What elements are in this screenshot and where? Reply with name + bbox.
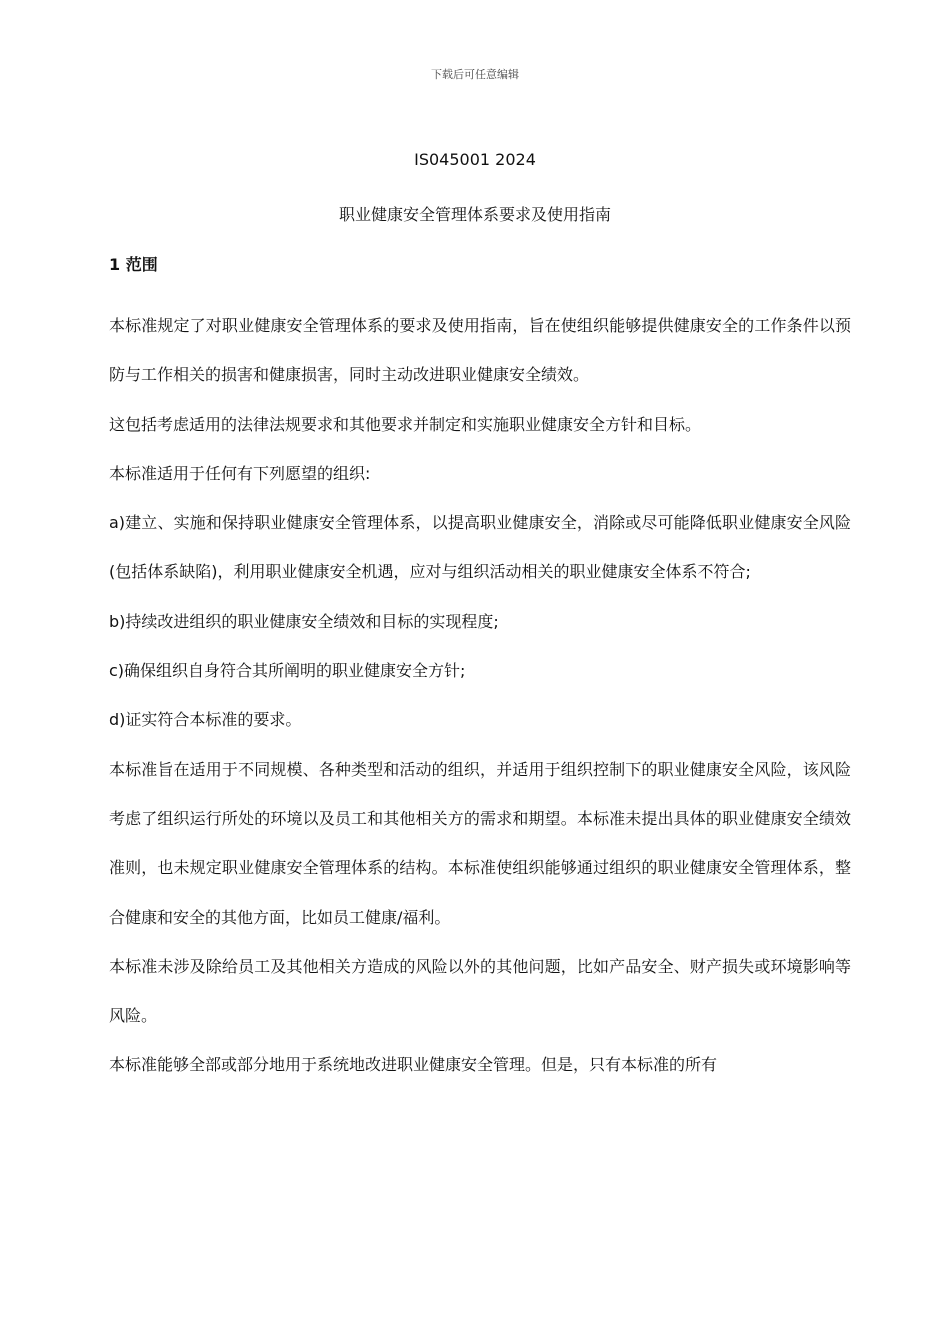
list-item-b: b)持续改进组织的职业健康安全绩效和目标的实现程度; [109,611,499,631]
list-item-d: d)证实符合本标准的要求。 [109,710,302,730]
header-note: 下载后可任意编辑 [431,68,519,81]
document-code: IS045001 2024 [414,150,536,169]
document-body [109,252,851,1090]
section-heading: 1 范围 [109,255,158,274]
paragraph-scope-includes: 这包括考虑适用的法律法规要求和其他要求并制定和实施职业健康安全方针和目标。 [109,414,702,434]
paragraph-usage: 本标准能够全部或部分地用于系统地改进职业健康安全管理。但是，只有本标准的所有 [109,1055,718,1075]
paragraph-scope-intro: 本标准规定了对职业健康安全管理体系的要求及使用指南，旨在使组织能够提供健康安全的工作条件以预防与工作相关的损害和健康损害，同时主动改进职业健康安全绩效。 [109,316,851,385]
paragraph-purpose: 本标准旨在适用于不同规模、各种类型和活动的组织，并适用于组织控制下的职业健康安全风险，该风险考虑了组织运行所处的环境以及员工和其他相关方的需求和期望。本标准未提出具体的职业健康安全绩效准则，也未规定职业健康安全管理体系的结构。本标准使组织能够通过组织的职业健康安全管理体系，整合健康和安全的其他方面，比如员工健康/福利。 [109,759,851,927]
list-item-a: a)建立、实施和保持职业健康安全管理体系，以提高职业健康安全，消除或尽可能降低职业健康安全风险(包括体系缺陷)，利用职业健康安全机遇，应对与组织活动相关的职业健康安全体系不符合; [109,513,851,582]
list-item-c: c)确保组织自身符合其所阐明的职业健康安全方针; [109,661,466,681]
paragraph-applicability: 本标准适用于任何有下列愿望的组织: [109,463,371,483]
document-title: 职业健康安全管理体系要求及使用指南 [338,205,611,224]
paragraph-exclusions: 本标准未涉及除给员工及其他相关方造成的风险以外的其他问题，比如产品安全、财产损失或环境影响等风险。 [109,956,851,1026]
